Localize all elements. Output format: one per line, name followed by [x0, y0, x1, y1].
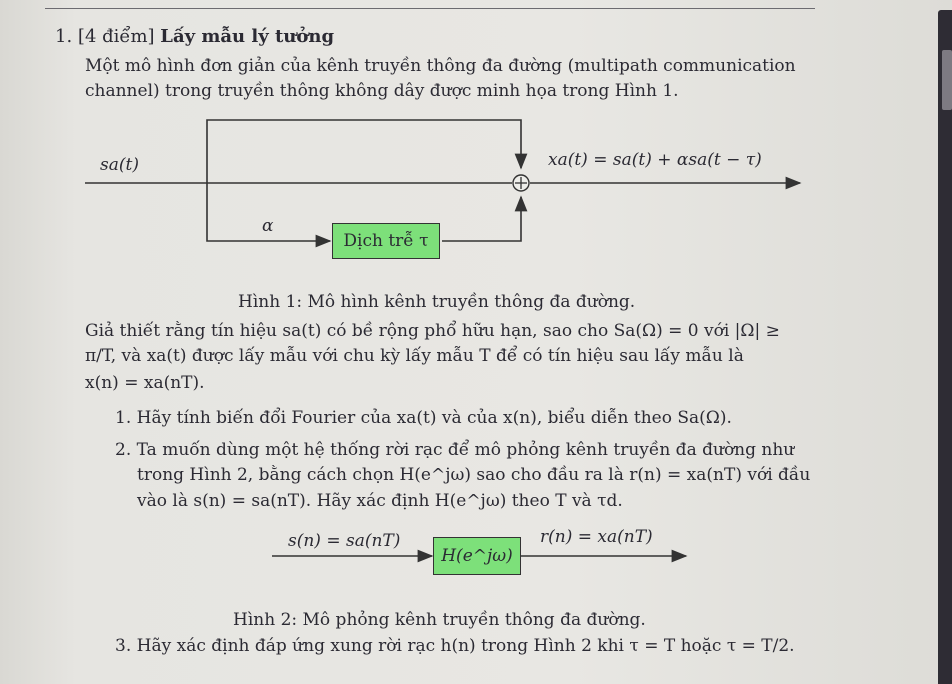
fig2-output-label: r(n) = xa(nT): [540, 527, 653, 547]
problem-points: [4 điểm]: [77, 26, 155, 47]
assumption-line-3: x(n) = xa(nT).: [85, 373, 205, 393]
fig1-gain-label: α: [262, 216, 274, 236]
question-3: [115, 636, 795, 656]
fig1-delay-return: [442, 197, 521, 241]
delay-block-label: Dịch trễ τ: [343, 231, 429, 251]
filter-block-label: H(e^jω): [441, 546, 513, 566]
fig1-output-label: xa(t) = sa(t) + αsa(t − τ): [548, 150, 762, 170]
intro-line-2: channel) trong truyền thông không dây được minh họa trong Hình 1.: [85, 81, 679, 101]
question-3-number: 3.: [115, 636, 132, 656]
question-1-text: Hãy tính biến đổi Fourier của xa(t) và của x(n), biểu diễn theo Sa(Ω).: [136, 408, 732, 428]
question-2-line-1: [115, 440, 794, 460]
fig2-input-label: s(n) = sa(nT): [288, 531, 401, 551]
assumption-line-1: Giả thiết rằng tín hiệu sa(t) có bề rộng phổ hữu hạn, sao cho Sa(Ω) = 0 với |Ω| ≥: [85, 321, 780, 341]
fig1-upper-path: [207, 120, 521, 183]
problem-title: Lấy mẫu lý tưởng: [160, 26, 335, 47]
filter-block: [433, 537, 521, 575]
question-1: [115, 408, 732, 428]
question-2-line-3: vào là s(n) = sa(nT). Hãy xác định H(e^jω) theo T và τd.: [137, 491, 623, 511]
assumption-line-2: π/T, và xa(t) được lấy mẫu với chu kỳ lấy mẫu T để có tín hiệu sau lấy mẫu là: [85, 346, 744, 366]
intro-line-1: Một mô hình đơn giản của kênh truyền thông đa đường (multipath communication: [85, 56, 796, 76]
question-3-text: Hãy xác định đáp ứng xung rời rạc h(n) trong Hình 2 khi τ = T hoặc τ = T/2.: [136, 636, 795, 656]
fig1-input-label: sa(t): [100, 155, 139, 175]
question-2-text-1: Ta muốn dùng một hệ thống rời rạc để mô phỏng kênh truyền đa đường như: [136, 440, 795, 460]
problem-number: 1.: [55, 26, 73, 47]
question-2-number: 2.: [115, 440, 132, 460]
figure1-caption: Hình 1: Mô hình kênh truyền thông đa đường.: [238, 292, 636, 312]
question-1-number: 1.: [115, 408, 132, 428]
delay-block: [332, 223, 440, 259]
question-2-line-2: trong Hình 2, bằng cách chọn H(e^jω) sao cho đầu ra là r(n) = xa(nT) với đầu: [137, 465, 811, 485]
figure2-caption: Hình 2: Mô phỏng kênh truyền thông đa đường.: [233, 610, 646, 630]
